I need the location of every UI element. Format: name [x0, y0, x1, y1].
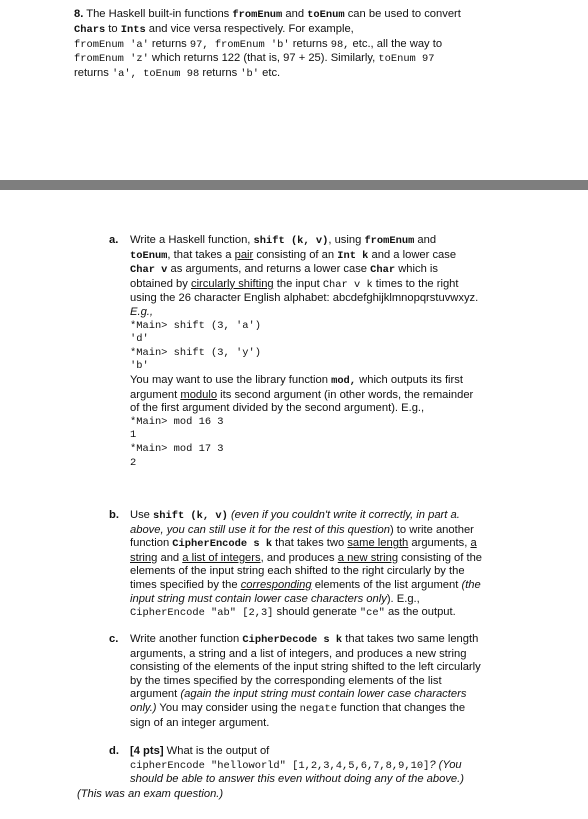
- code: Chars: [74, 23, 106, 36]
- text: that takes two: [272, 537, 348, 550]
- text: and: [282, 8, 308, 20]
- text: (even if you couldn't write it correctly, in part a.: [227, 509, 460, 521]
- text: the input: [273, 277, 323, 290]
- code: CipherDecode s k: [242, 634, 343, 646]
- code: toEnum: [307, 9, 345, 21]
- text: to write another: [393, 523, 474, 536]
- code: toEnum 97: [378, 53, 435, 66]
- code: 97, fromEnum 'b': [189, 38, 290, 51]
- text: corresponding: [240, 578, 312, 591]
- text: and vice versa respectively. For example,: [145, 22, 354, 35]
- text: a new string: [337, 551, 399, 564]
- code: Int k: [337, 249, 369, 262]
- text: times to the right: [372, 277, 459, 290]
- code: *Main> shift (3, 'a'): [130, 319, 261, 332]
- code: shift (k, v): [253, 235, 329, 247]
- text: etc.: [259, 67, 281, 80]
- text: ). E.g.,: [386, 592, 420, 605]
- text: arguments, a string and a list of integers, and produces a new string: [130, 647, 467, 660]
- code: "ce": [359, 607, 385, 620]
- text: of the first argument divided by the second argument). E.g.,: [130, 402, 425, 415]
- text: (the: [461, 578, 481, 591]
- text: ? (You: [429, 758, 462, 771]
- question-c: [109, 633, 524, 730]
- text: and: [157, 551, 183, 564]
- code: 'a', toEnum 98: [111, 68, 200, 81]
- text: modulo: [180, 388, 218, 401]
- text: argument: [130, 388, 181, 401]
- question-b: [109, 509, 524, 621]
- text: returns: [148, 37, 190, 50]
- text: returns: [199, 67, 241, 80]
- text: to: [105, 22, 121, 35]
- text: by the times specified by the corresponding elements of the list: [130, 674, 442, 687]
- text: a list of integers: [182, 551, 261, 564]
- question-a: [109, 234, 524, 470]
- text: its second argument (in other words, the remainder: [217, 388, 474, 401]
- text: pair: [234, 248, 254, 261]
- code: negate: [299, 702, 337, 715]
- code: 'b': [130, 360, 149, 373]
- text: and a lower case: [368, 248, 457, 261]
- text: consisting of the: [398, 551, 483, 564]
- code: fromEnum: [364, 235, 415, 247]
- text: , that takes a: [167, 248, 235, 261]
- code: 98,: [330, 38, 350, 51]
- question-number: 8.: [74, 8, 84, 20]
- text: using the 26 character English alphabet: abcdefghijklmnopqrstuvwxyz.: [130, 292, 479, 305]
- code: Ints: [120, 23, 146, 36]
- text: above, you can still use it for the rest of this question: [130, 523, 390, 536]
- text: consisting of an: [253, 248, 338, 261]
- code: *Main> mod 17 3: [130, 442, 224, 455]
- text: function: [130, 537, 173, 550]
- footer-note: (This was an exam question.): [77, 788, 224, 800]
- code: cipherEncode "helloworld" [1,2,3,4,5,6,7,8,9,10]: [130, 759, 430, 772]
- points-label: [4 pts]: [130, 745, 164, 757]
- code: shift (k, v): [153, 510, 228, 522]
- text: and: [414, 234, 437, 246]
- code: *Main> mod 16 3: [130, 415, 224, 428]
- text: What is the output of: [163, 745, 270, 757]
- text: input string must contain lower case characters only: [130, 592, 387, 605]
- text: , and produces: [260, 551, 338, 564]
- text: times specified by the: [130, 578, 241, 591]
- text: can be used to convert: [344, 8, 461, 20]
- text: ): [389, 523, 394, 536]
- code: 1: [130, 429, 137, 442]
- item-label: d.: [109, 745, 119, 757]
- text: circularly shifting: [190, 277, 274, 290]
- question-d: [109, 745, 524, 787]
- code: fromEnum: [232, 9, 283, 21]
- text: arguments,: [408, 537, 471, 550]
- code: fromEnum 'a': [74, 38, 149, 51]
- code: 2: [130, 456, 137, 469]
- text: which outputs its first: [356, 373, 463, 386]
- code: mod,: [331, 374, 357, 387]
- text: argument: [130, 688, 181, 701]
- text: Use: [130, 509, 154, 521]
- text: You may want to use the library function: [130, 373, 332, 386]
- text: which is: [395, 263, 439, 276]
- text: etc., all the way to: [349, 37, 443, 50]
- text: The Haskell built-in functions: [83, 8, 233, 20]
- text: only.): [130, 701, 157, 714]
- code: fromEnum 'z': [74, 53, 149, 66]
- code: Char: [370, 264, 396, 277]
- text: function that changes the: [337, 701, 466, 714]
- text: as arguments, and returns a lower case: [167, 263, 371, 276]
- text: obtained by: [130, 277, 191, 290]
- text: You may consider using the: [156, 701, 300, 714]
- text: (again the input string must contain lower case characters: [180, 688, 467, 701]
- text: Write another function: [130, 633, 243, 645]
- item-label: a.: [109, 234, 119, 246]
- text: a: [470, 537, 477, 550]
- code: Char v: [130, 264, 168, 277]
- item-label: b.: [109, 509, 119, 521]
- code: toEnum: [130, 249, 168, 262]
- text: elements of the input string each shifted to the right circularly by the: [130, 565, 465, 578]
- text: sign of an integer argument.: [130, 716, 270, 729]
- text: string: [130, 551, 158, 564]
- code: 'd': [130, 333, 149, 346]
- text: same length: [347, 537, 409, 550]
- text: elements of the list argument: [311, 578, 462, 591]
- code: CipherEncode "ab" [2,3]: [130, 607, 274, 620]
- text: consisting of the elements of the input string shifted to the left circularly: [130, 661, 481, 674]
- item-label: c.: [109, 633, 119, 645]
- intro-paragraph: [74, 8, 544, 82]
- text: , using: [328, 234, 365, 246]
- code: *Main> shift (3, 'y'): [130, 346, 261, 359]
- code: CipherEncode s k: [172, 538, 273, 551]
- text: E.g.,: [130, 305, 154, 318]
- text: as the output.: [384, 606, 456, 619]
- text: Write a Haskell function,: [130, 234, 254, 246]
- text: that takes two same length: [342, 633, 479, 645]
- page-divider: [0, 180, 588, 190]
- text: returns: [74, 67, 112, 80]
- text: should generate: [273, 606, 360, 619]
- code: Char v k: [322, 278, 373, 291]
- text: returns: [289, 37, 331, 50]
- text: which returns 122 (that is, 97 + 25). Similarly,: [148, 52, 379, 65]
- code: 'b': [240, 68, 259, 81]
- text: should be able to answer this even without doing any of the above.): [130, 773, 464, 786]
